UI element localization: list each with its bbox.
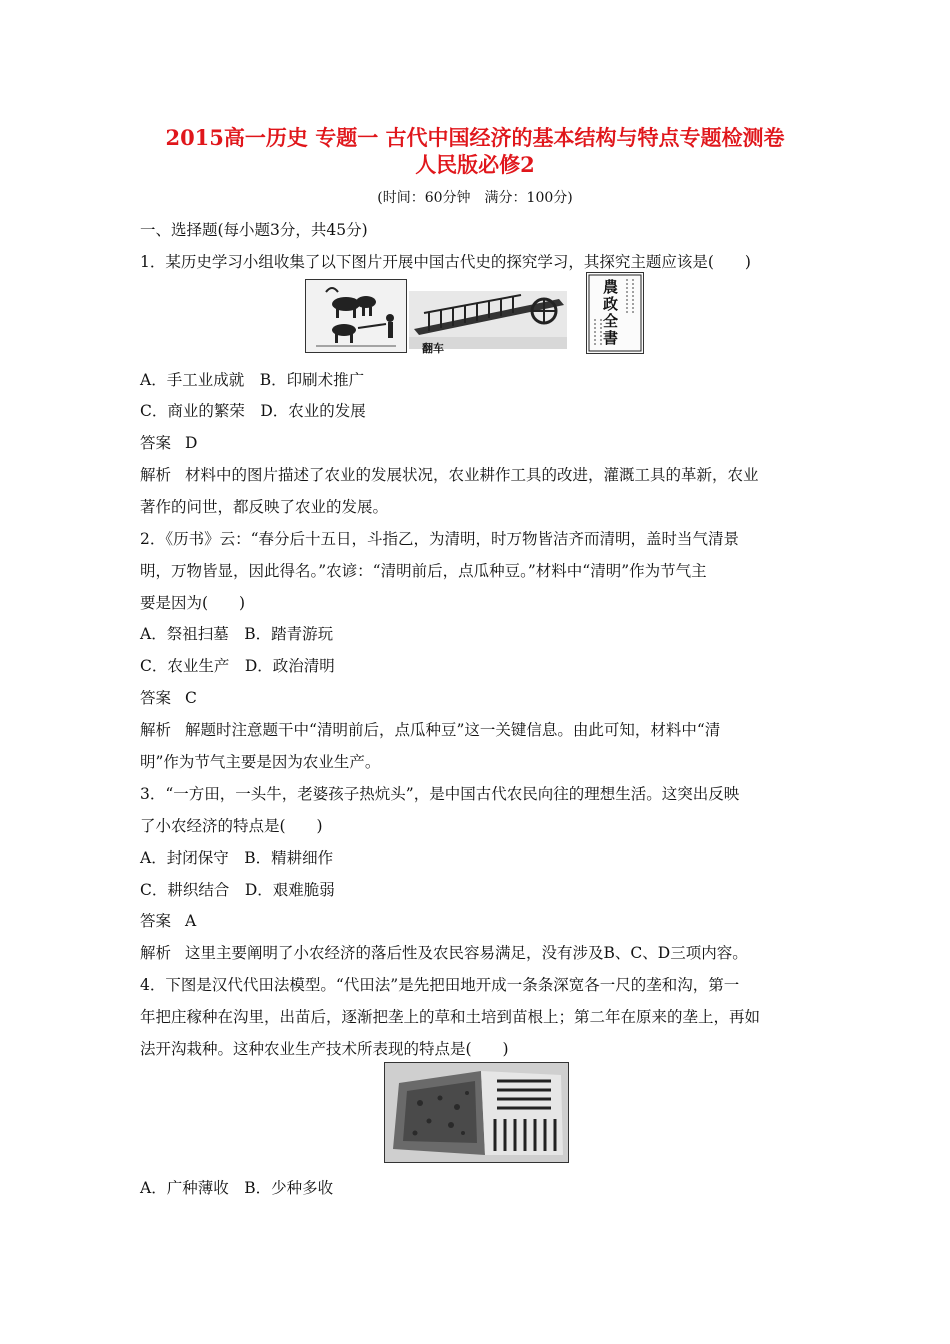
q1-figure-book-cover bbox=[586, 272, 644, 354]
q1-options-row1: A．手工业成就 B．印刷术推广 bbox=[140, 371, 365, 389]
q2-answer bbox=[140, 688, 820, 708]
q2-analysis-line2: 明”作为节气主要是因为农业生产。 bbox=[140, 753, 381, 771]
q4-stem-line3: 法开沟栽种。这种农业生产技术所表现的特点是( ) bbox=[140, 1040, 509, 1058]
q2-stem-line3: 要是因为( ) bbox=[140, 594, 246, 612]
q1-stem: 1．某历史学习小组收集了以下图片开展中国古代史的探究学习，其探究主题应该是( ) bbox=[140, 253, 751, 271]
section-heading: 一、选择题(每小题3分，共45分) bbox=[140, 221, 368, 239]
analysis-text: 解题时注意题干中“清明前后，点瓜种豆”这一关键信息。由此可知，材料中“清 bbox=[185, 721, 721, 739]
document-title-line2: 人民版必修2 bbox=[415, 152, 535, 177]
q3-stem-line2: 了小农经济的特点是( ) bbox=[140, 817, 323, 835]
q2-options-row2: C．农业生产 D．政治清明 bbox=[140, 657, 335, 675]
q1-options-row2: C．商业的繁荣 D．农业的发展 bbox=[140, 402, 366, 420]
q1-figure-plowing bbox=[305, 279, 407, 353]
q3-analysis-line1 bbox=[140, 943, 820, 963]
q3-options-row2: C．耕织结合 D．艰难脆弱 bbox=[140, 881, 335, 899]
analysis-label: 解析 bbox=[140, 721, 172, 739]
q4-stem-line2: 年把庄稼种在沟里，出苗后，逐渐把垄上的草和土培到苗根上；第二年在原来的垄上，再如 bbox=[140, 1008, 761, 1026]
analysis-label: 解析 bbox=[140, 466, 172, 484]
q4-stem-line1: 4．下图是汉代代田法模型。“代田法”是先把田地开成一条条深宽各一尺的垄和沟，第一 bbox=[140, 976, 740, 994]
document-title-line1: 2015高一历史 专题一 古代中国经济的基本结构与特点专题检测卷 bbox=[165, 125, 785, 150]
q4-figure-daitian-model bbox=[384, 1062, 569, 1163]
q1-figure-caption: 翻车 bbox=[422, 342, 444, 355]
q2-options-row1: A．祭祖扫墓 B．踏青游玩 bbox=[140, 625, 334, 643]
q3-options-row1: A．封闭保守 B．精耕细作 bbox=[140, 849, 334, 867]
q1-analysis-line1 bbox=[140, 465, 820, 485]
answer-label: 答案 bbox=[140, 434, 172, 452]
answer-value: D bbox=[185, 434, 198, 452]
q2-analysis-line1 bbox=[140, 720, 820, 740]
q1-answer bbox=[140, 433, 820, 453]
answer-value: C bbox=[185, 689, 197, 707]
analysis-label: 解析 bbox=[140, 944, 172, 962]
q1-analysis-line2: 著作的问世，都反映了农业的发展。 bbox=[140, 498, 389, 516]
q3-stem-line1: 3．“一方田，一头牛，老婆孩子热炕头”，是中国古代农民向往的理想生活。这突出反映 bbox=[140, 785, 740, 803]
q3-answer bbox=[140, 911, 820, 931]
q2-stem-line2: 明，万物皆显，因此得名。”农谚：“清明前后，点瓜种豆。”材料中“清明”作为节气主 bbox=[140, 562, 707, 580]
answer-label: 答案 bbox=[140, 689, 172, 707]
q2-stem-line1: 2．《历书》云：“春分后十五日，斗指乙，为清明，时万物皆洁齐而清明，盖时当气清景 bbox=[140, 530, 740, 548]
exam-meta: (时间：60分钟 满分：100分) bbox=[377, 190, 573, 206]
answer-label: 答案 bbox=[140, 912, 172, 930]
answer-value: A bbox=[185, 912, 197, 930]
q4-options-row1: A．广种薄收 B．少种多收 bbox=[140, 1179, 334, 1197]
analysis-text: 材料中的图片描述了农业的发展状况，农业耕作工具的改进，灌溉工具的革新，农业 bbox=[185, 466, 759, 484]
q1-book-title: 農政全書 bbox=[603, 278, 619, 347]
analysis-text: 这里主要阐明了小农经济的落后性及农民容易满足，没有涉及B、C、D三项内容。 bbox=[185, 944, 748, 962]
